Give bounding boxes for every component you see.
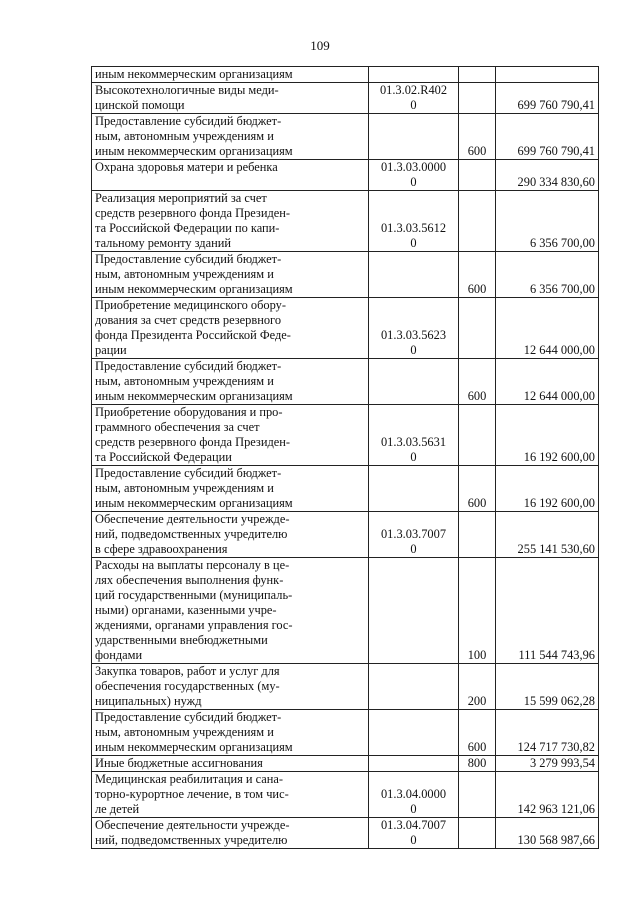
row-code-cell — [369, 558, 459, 664]
row-amount-cell: 6 356 700,00 — [496, 191, 599, 252]
row-code-cell: 01.3.04.0000 0 — [369, 772, 459, 818]
table-row — [92, 67, 599, 83]
table-row — [92, 114, 599, 160]
table-row — [92, 756, 599, 772]
row-name-cell: Обеспечение деятельности учрежде- ний, подведомственных учредителю в сфере здравоохранения — [92, 512, 369, 558]
row-code-cell: 01.3.03.5631 0 — [369, 405, 459, 466]
table-row — [92, 83, 599, 114]
row-name-cell: Предоставление субсидий бюджет- ным, автономным учреждениям и иным некоммерческим организациям — [92, 710, 369, 756]
row-name-cell: Высокотехнологичные виды меди- цинской помощи — [92, 83, 369, 114]
row-expense-type-cell — [459, 512, 496, 558]
row-expense-type-cell: 600 — [459, 466, 496, 512]
row-amount-cell: 142 963 121,06 — [496, 772, 599, 818]
row-amount-cell — [496, 67, 599, 83]
row-code-cell — [369, 67, 459, 83]
row-expense-type-cell — [459, 298, 496, 359]
table-row — [92, 818, 599, 849]
row-expense-type-cell — [459, 191, 496, 252]
row-name-cell: Закупка товаров, работ и услуг для обеспечения государственных (му- ниципальных) нужд — [92, 664, 369, 710]
row-name-cell: Предоставление субсидий бюджет- ным, автономным учреждениям и иным некоммерческим организациям — [92, 466, 369, 512]
row-code-cell: 01.3.03.0000 0 — [369, 160, 459, 191]
row-amount-cell: 130 568 987,66 — [496, 818, 599, 849]
table-row — [92, 710, 599, 756]
row-name-cell: Реализация мероприятий за счет средств резервного фонда Президен- та Российской Федерации по капи- тальному ремонту зданий — [92, 191, 369, 252]
row-expense-type-cell: 600 — [459, 359, 496, 405]
row-amount-cell: 12 644 000,00 — [496, 359, 599, 405]
row-code-cell: 01.3.02.R402 0 — [369, 83, 459, 114]
table-row — [92, 512, 599, 558]
row-code-cell — [369, 710, 459, 756]
table-row — [92, 252, 599, 298]
row-code-cell — [369, 664, 459, 710]
page-number: 109 — [310, 38, 330, 53]
row-amount-cell: 15 599 062,28 — [496, 664, 599, 710]
row-expense-type-cell — [459, 83, 496, 114]
row-amount-cell: 111 544 743,96 — [496, 558, 599, 664]
row-name-cell: Приобретение оборудования и про- граммного обеспечения за счет средств резервного фонда Президен- та Российской Федерации — [92, 405, 369, 466]
table-row — [92, 298, 599, 359]
row-code-cell — [369, 114, 459, 160]
row-name-cell: Иные бюджетные ассигнования — [92, 756, 369, 772]
row-code-cell — [369, 466, 459, 512]
row-name-cell: Предоставление субсидий бюджет- ным, автономным учреждениям и иным некоммерческим организациям — [92, 114, 369, 160]
row-code-cell: 01.3.03.7007 0 — [369, 512, 459, 558]
row-name-cell: Расходы на выплаты персоналу в це- лях обеспечения выполнения функ- ций государственными (муниципаль- ными) органами, казенными учре- ждениями, органами управления гос- ударственными внебюджетными фондами — [92, 558, 369, 664]
row-amount-cell: 16 192 600,00 — [496, 405, 599, 466]
row-expense-type-cell: 600 — [459, 252, 496, 298]
row-expense-type-cell: 100 — [459, 558, 496, 664]
table-row — [92, 191, 599, 252]
table-row — [92, 405, 599, 466]
row-code-cell — [369, 252, 459, 298]
row-expense-type-cell: 800 — [459, 756, 496, 772]
row-expense-type-cell — [459, 818, 496, 849]
row-amount-cell: 699 760 790,41 — [496, 83, 599, 114]
row-name-cell: Медицинская реабилитация и сана- торно-курортное лечение, в том чис- ле детей — [92, 772, 369, 818]
table-row — [92, 466, 599, 512]
row-name-cell: иным некоммерческим организациям — [92, 67, 369, 83]
row-code-cell — [369, 359, 459, 405]
row-name-cell: Обеспечение деятельности учрежде- ний, подведомственных учредителю — [92, 818, 369, 849]
row-amount-cell: 290 334 830,60 — [496, 160, 599, 191]
row-amount-cell: 699 760 790,41 — [496, 114, 599, 160]
row-amount-cell: 3 279 993,54 — [496, 756, 599, 772]
row-name-cell: Охрана здоровья матери и ребенка — [92, 160, 369, 191]
table-row — [92, 664, 599, 710]
row-code-cell: 01.3.03.5623 0 — [369, 298, 459, 359]
table-row — [92, 160, 599, 191]
row-amount-cell: 124 717 730,82 — [496, 710, 599, 756]
row-amount-cell: 12 644 000,00 — [496, 298, 599, 359]
row-expense-type-cell: 600 — [459, 710, 496, 756]
row-amount-cell: 6 356 700,00 — [496, 252, 599, 298]
row-code-cell — [369, 756, 459, 772]
row-name-cell: Приобретение медицинского обору- дования за счет средств резервного фонда Президента Российской Феде- рации — [92, 298, 369, 359]
table-row — [92, 359, 599, 405]
row-code-cell: 01.3.03.5612 0 — [369, 191, 459, 252]
row-expense-type-cell — [459, 405, 496, 466]
row-code-cell: 01.3.04.7007 0 — [369, 818, 459, 849]
row-amount-cell: 16 192 600,00 — [496, 466, 599, 512]
row-name-cell: Предоставление субсидий бюджет- ным, автономным учреждениям и иным некоммерческим организациям — [92, 252, 369, 298]
row-expense-type-cell: 600 — [459, 114, 496, 160]
budget-table-body — [92, 67, 599, 849]
table-row — [92, 558, 599, 664]
row-expense-type-cell — [459, 772, 496, 818]
row-expense-type-cell — [459, 160, 496, 191]
row-name-cell: Предоставление субсидий бюджет- ным, автономным учреждениям и иным некоммерческим организациям — [92, 359, 369, 405]
row-expense-type-cell: 200 — [459, 664, 496, 710]
table-row — [92, 772, 599, 818]
row-amount-cell: 255 141 530,60 — [496, 512, 599, 558]
row-expense-type-cell — [459, 67, 496, 83]
budget-table — [91, 66, 599, 849]
